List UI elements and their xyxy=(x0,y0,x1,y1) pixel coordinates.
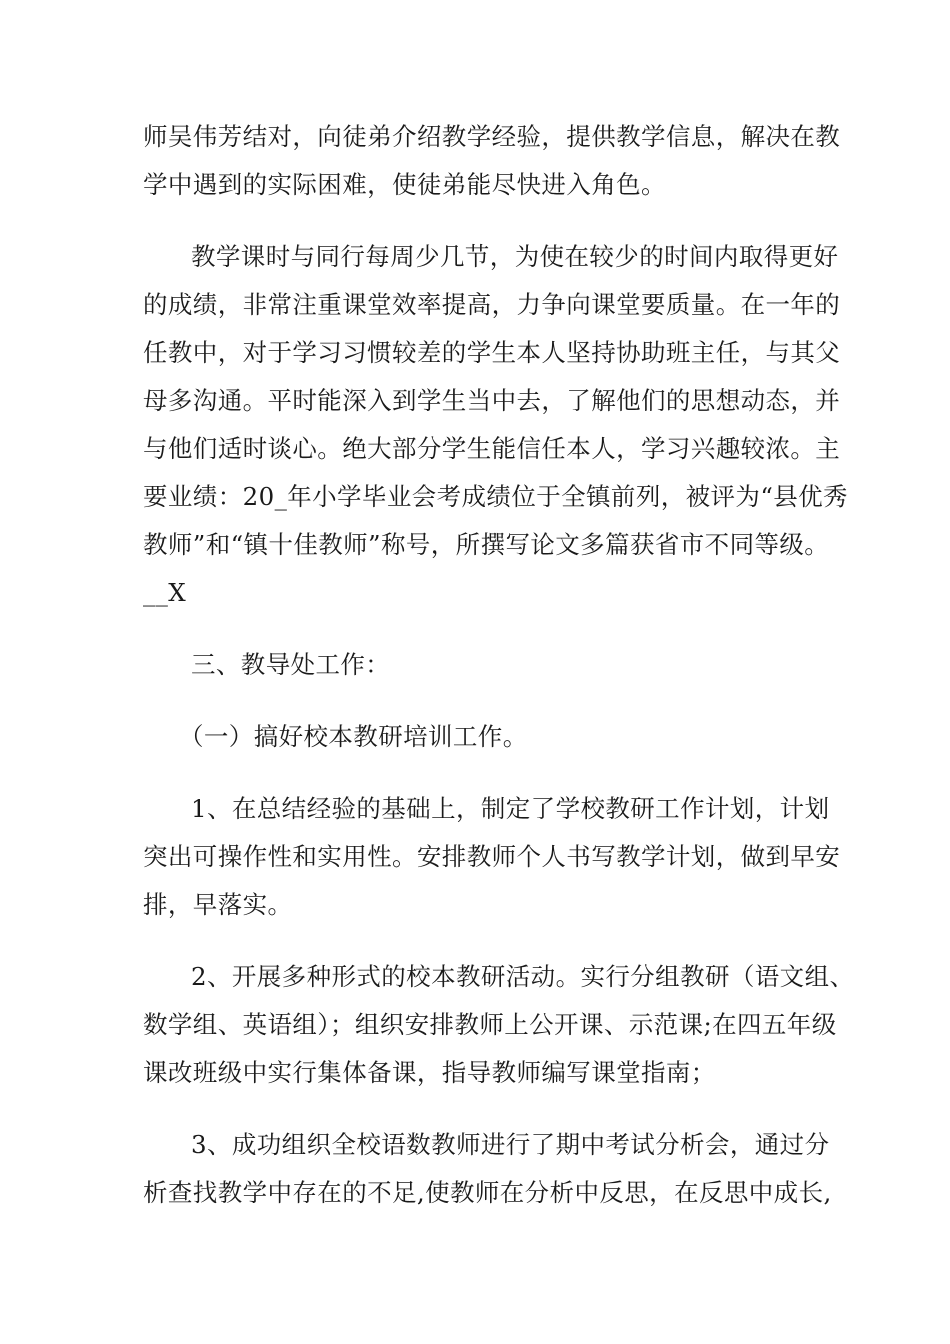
paragraph-start-line: 2、开展多种形式的校本教研活动。实行分组教研（语文组、 xyxy=(191,962,855,991)
text-line: 教师”和“镇十佳教师”称号，所撰写论文多篇获省市不同等级。 xyxy=(143,530,830,559)
text-line: 要业绩：20_年小学毕业会考成绩位于全镇前列，被评为“县优秀 xyxy=(143,482,848,511)
paragraph-start-line: 1、在总结经验的基础上，制定了学校教研工作计划，计划 xyxy=(191,794,830,823)
section-heading: 三、教导处工作： xyxy=(191,650,391,679)
text-line: 数学组、英语组）；组织安排教师上公开课、示范课;在四五年级 xyxy=(143,1010,837,1039)
text-line: 母多沟通。平时能深入到学生当中去，了解他们的思想动态，并 xyxy=(143,386,841,415)
text-line: 与他们适时谈心。绝大部分学生能信任本人，学习兴趣较浓。主 xyxy=(143,434,841,463)
text-line: 突出可操作性和实用性。安排教师个人书写教学计划，做到早安 xyxy=(143,842,841,871)
subsection-heading: （一）搞好校本教研培训工作。 xyxy=(179,722,528,751)
paragraph-start-line: 3、成功组织全校语数教师进行了期中考试分析会，通过分 xyxy=(191,1130,830,1159)
text-line: 排，早落实。 xyxy=(143,890,293,919)
text-line: 任教中，对于学习习惯较差的学生本人坚持协助班主任，与其父 xyxy=(143,338,841,367)
text-line: 学中遇到的实际困难，使徒弟能尽快进入角色。 xyxy=(143,170,666,199)
paragraph-start-line: 教学课时与同行每周少几节，为使在较少的时间内取得更好 xyxy=(191,242,839,271)
text-line: 的成绩，非常注重课堂效率提高，力争向课堂要质量。在一年的 xyxy=(143,290,841,319)
text-line: 师吴伟芳结对，向徒弟介绍教学经验，提供教学信息，解决在教 xyxy=(143,122,841,151)
text-line: 课改班级中实行集体备课，指导教师编写课堂指南； xyxy=(143,1058,716,1087)
text-line: __X xyxy=(143,578,187,607)
text-line: 析查找教学中存在的不足,使教师在分析中反思，在反思中成长, xyxy=(143,1178,832,1207)
